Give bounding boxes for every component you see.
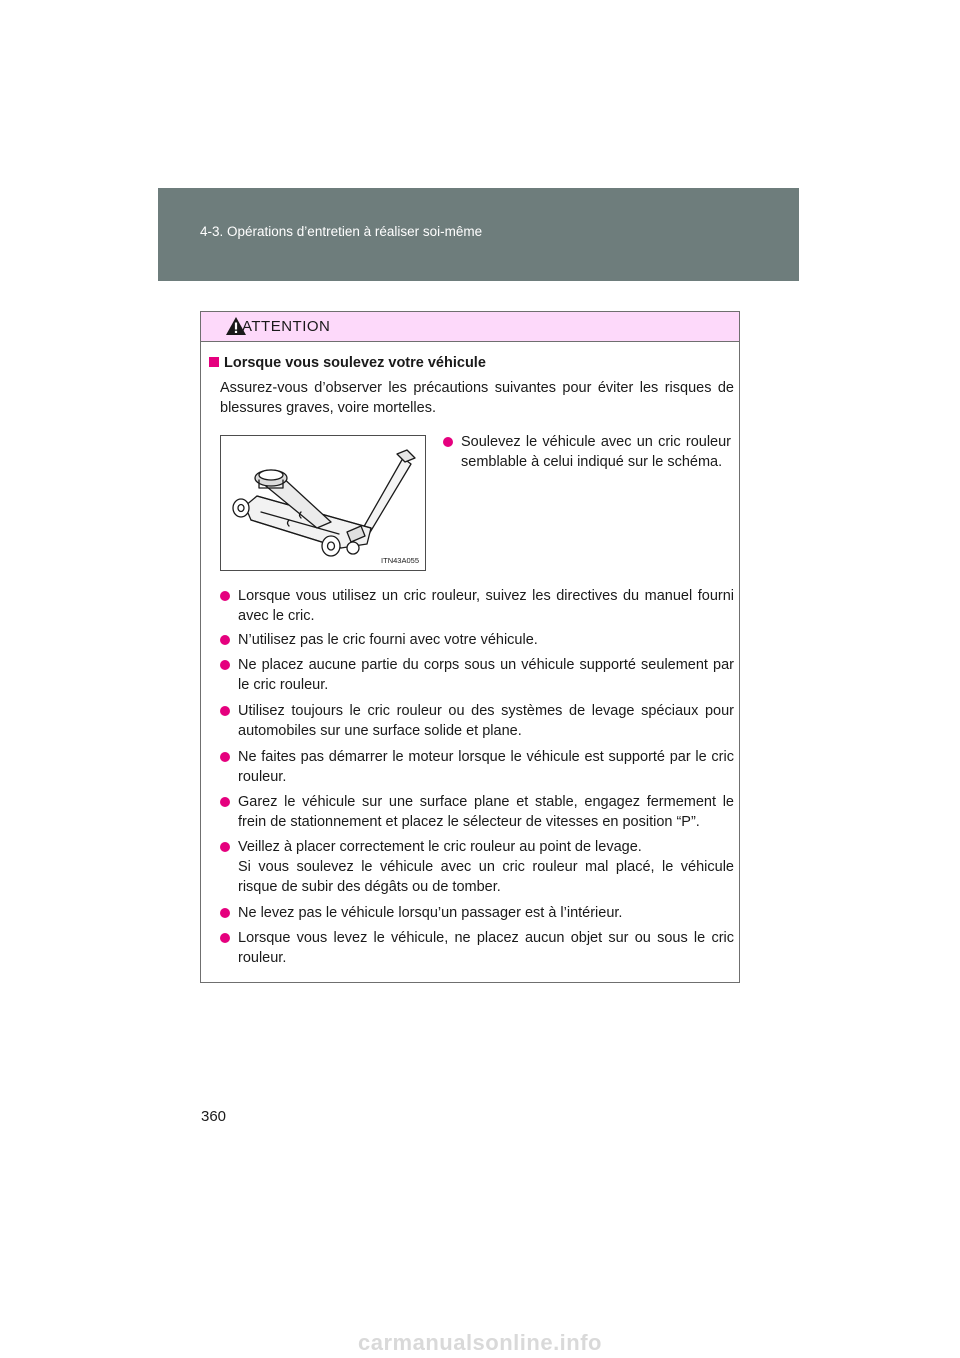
- watermark-text: carmanualsonline.info: [358, 1330, 602, 1355]
- section-heading-text: Lorsque vous soulevez votre véhicule: [224, 355, 486, 371]
- bullet-item: [220, 586, 734, 626]
- round-bullet-icon: [220, 752, 230, 762]
- round-bullet-icon: [220, 933, 230, 943]
- page-number: 360: [201, 1108, 227, 1125]
- square-bullet-icon: [209, 357, 219, 367]
- bullet-text: Utilisez toujours le cric rouleur ou des systèmes de levage spéciaux pour automobiles sur une surface solide et plane.: [238, 703, 734, 739]
- bullet-item: [220, 747, 734, 787]
- round-bullet-icon: [220, 591, 230, 601]
- bullet-item: [220, 903, 734, 923]
- round-bullet-icon: [443, 437, 453, 447]
- round-bullet-icon: [220, 797, 230, 807]
- bullet-text: Ne faites pas démarrer le moteur lorsque le véhicule est supporté par le cric rouleur.: [238, 749, 734, 785]
- watermark-logo: [0, 1330, 960, 1358]
- bullet-item: [220, 792, 734, 832]
- section-header-band: [158, 188, 799, 281]
- warning-header: [201, 312, 739, 342]
- side-bullet-item: [443, 432, 731, 472]
- section-heading: [209, 355, 486, 371]
- round-bullet-icon: [220, 842, 230, 852]
- round-bullet-icon: [220, 908, 230, 918]
- bullet-text: Ne placez aucune partie du corps sous un véhicule supporté seulement par le cric rouleur.: [238, 657, 734, 693]
- round-bullet-icon: [220, 660, 230, 670]
- round-bullet-icon: [220, 706, 230, 716]
- warning-box: [200, 311, 740, 983]
- bullet-text: N’utilisez pas le cric fourni avec votre véhicule.: [238, 632, 538, 648]
- figure-code: ITN43A055: [381, 556, 419, 565]
- bullet-item: [220, 928, 734, 968]
- bullet-item: [220, 630, 734, 650]
- floor-jack-illustration: [221, 436, 427, 572]
- bullet-text: Veillez à placer correctement le cric rouleur au point de levage. Si vous soulevez le véhicule avec un cric rouleur mal placé, le véhicule risque de subir des dégâts ou de tomber.: [238, 839, 734, 895]
- bullet-text: Garez le véhicule sur une surface plane et stable, engagez fermement le frein de stationnement et placez le sélecteur de vitesses en position “P”.: [238, 794, 734, 830]
- bullet-text: Ne levez pas le véhicule lorsqu’un passager est à l’intérieur.: [238, 905, 623, 921]
- intro-paragraph: Assurez-vous d’observer les précautions suivantes pour éviter les risques de blessures graves, voire mortelles.: [220, 380, 734, 416]
- bullet-text: Lorsque vous levez le véhicule, ne placez aucun objet sur ou sous le cric rouleur.: [238, 930, 734, 966]
- round-bullet-icon: [220, 635, 230, 645]
- floor-jack-figure: [220, 435, 426, 571]
- warning-title: ATTENTION: [242, 318, 331, 335]
- side-bullet-text: Soulevez le véhicule avec un cric rouleur semblable à celui indiqué sur le schéma.: [461, 434, 731, 470]
- bullet-item: [220, 701, 734, 741]
- bullet-item: [220, 837, 734, 897]
- section-title: 4-3. Opérations d’entretien à réaliser soi-même: [200, 224, 483, 239]
- bullet-item: [220, 655, 734, 695]
- bullet-text: Lorsque vous utilisez un cric rouleur, suivez les directives du manuel fourni avec le cric.: [238, 588, 734, 624]
